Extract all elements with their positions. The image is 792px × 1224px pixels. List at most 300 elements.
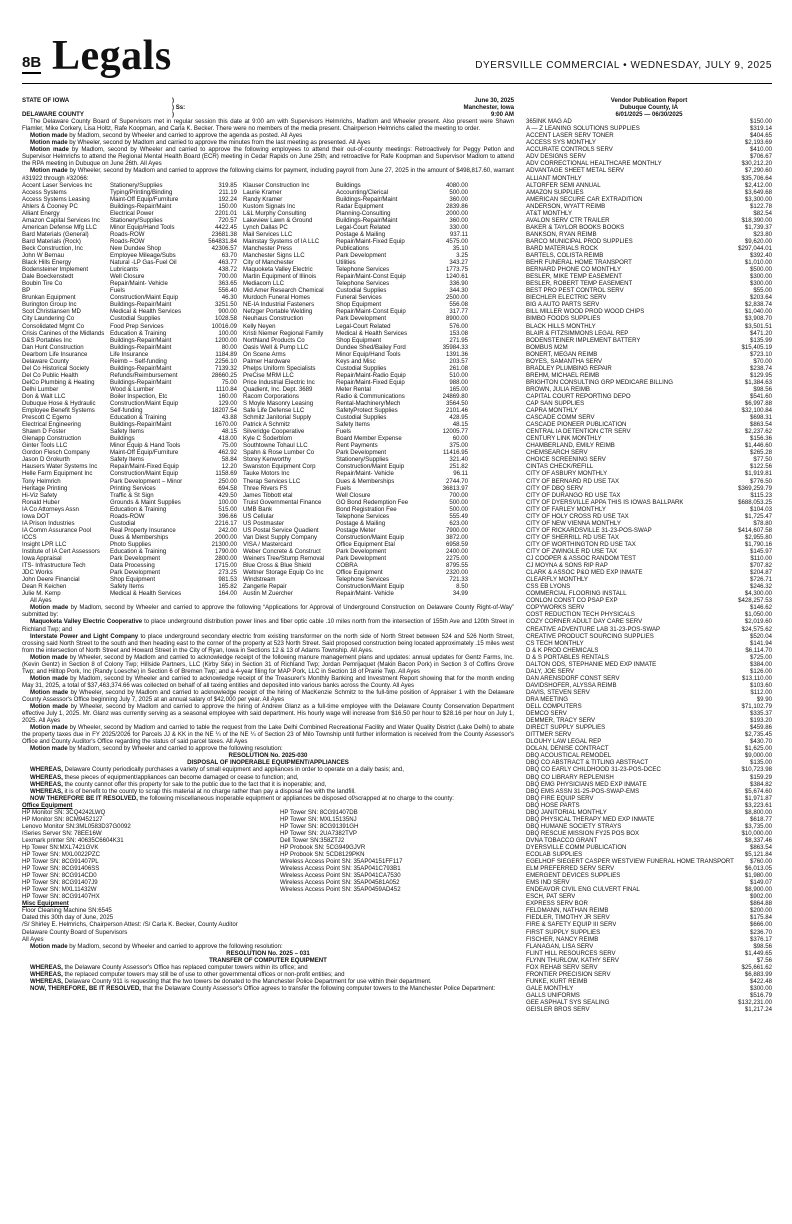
vendor-cell: Mid Amer Research Chemical <box>243 287 324 295</box>
table-row <box>22 372 514 379</box>
vendor-cell: Scot Christiansen MD <box>22 308 81 316</box>
list-item <box>526 759 772 766</box>
vendor-amount: $471.20 <box>749 329 772 337</box>
vendor-cell: Shawn D Foster <box>22 428 66 436</box>
list-item <box>526 167 772 174</box>
table-row <box>22 217 514 224</box>
vendor-cell: Three Rivers FS <box>243 484 288 492</box>
list-item <box>526 633 772 640</box>
vendor-name: CASCADE COMM SERV <box>526 414 595 422</box>
category-cell: Funeral Services <box>336 294 382 302</box>
list-item <box>526 470 772 477</box>
vendor-amount: $902.00 <box>749 893 772 901</box>
vendor-cell: Zangerle Repair <box>243 583 287 591</box>
category-cell: Shop Equipment <box>110 576 156 584</box>
vendor-amount: $55.00 <box>753 287 772 295</box>
list-item <box>526 400 772 407</box>
category-cell: Reimb – Self-funding <box>110 357 167 365</box>
list-item <box>526 203 772 210</box>
list-item <box>526 435 772 442</box>
category-cell: Custodial Supplies <box>336 414 387 422</box>
vendor-amount: $300.00 <box>749 984 772 992</box>
vendor-cell: Black Hills Energy <box>22 259 72 267</box>
vendor-name: DALY, JOE SERV <box>526 667 575 675</box>
vendor-cell: JDC Works <box>22 569 53 577</box>
amount-cell: 250.00 <box>218 477 237 485</box>
list-item <box>526 914 772 921</box>
vendor-amount: $3,223.61 <box>744 801 772 809</box>
vendor-cell: Alliant Energy <box>22 209 60 217</box>
vendor-name: ADV CORRECTIONAL HEALTHCARE MONTHLY <box>526 160 662 168</box>
vendor-name: EMS IND SERV <box>526 879 570 887</box>
amount-cell: 576.00 <box>449 322 468 330</box>
vendor-name: CENTURY LINK MONTHLY <box>526 435 602 443</box>
list-item <box>526 132 772 139</box>
vendor-amount: $132,231.00 <box>738 999 772 1006</box>
list-item <box>526 456 772 463</box>
vendor-amount: $78.80 <box>753 519 772 527</box>
vendor-name: FOX REHAB SERV SERV <box>526 963 598 971</box>
category-cell: Buildings-Repair/Maint <box>110 421 172 429</box>
vendor-amount: $1,980.00 <box>744 872 772 880</box>
amount-cell: 3872.00 <box>445 533 468 541</box>
vendor-name: DRA MEETING <box>526 695 568 703</box>
vendor-cell: Spahn & Rose Lumber Co <box>243 449 315 457</box>
list-item <box>526 738 772 745</box>
table-row <box>22 421 514 428</box>
vendor-cell: ITS- Infrastructure Tech <box>22 562 86 570</box>
list-item <box>526 907 772 914</box>
category-cell: Park Development <box>110 569 161 577</box>
vendor-amount: $369,259.79 <box>738 484 772 492</box>
list-item <box>526 485 772 492</box>
amount-cell: 462.92 <box>218 449 237 457</box>
vendor-cell: Glenapp Construction <box>22 435 81 443</box>
list-item <box>526 414 772 421</box>
resolution-clause-lead: WHEREAS, <box>30 970 63 978</box>
resolution-clause-text: it is of benefit to the county to scrap this material at no charge rather than pay a disposal fee with the landfill. <box>62 787 356 795</box>
resolution-clause-text: Delaware County periodically purchases a variety of small equipment and appliances in order to operate on a daily basis; and, <box>62 766 404 774</box>
equipment-item: HP Tower SN: 8CG91407DB <box>280 808 358 816</box>
motion-paragraph <box>22 604 514 618</box>
vendor-name: CITY OF RICKARDSVILLE 31-23-POS-SWAP <box>526 526 652 534</box>
list-item <box>526 449 772 456</box>
motion-paragraph <box>22 745 514 752</box>
amount-cell: 1715.00 <box>214 562 237 570</box>
vendor-name: AT&T MONTHLY <box>526 209 573 217</box>
amount-cell: 2000.00 <box>214 533 237 541</box>
claims-table <box>22 182 514 598</box>
category-cell: Maint-Off Equip/Furniture <box>110 449 179 457</box>
list-item <box>526 238 772 245</box>
vendor-cell: Ronald Huber <box>22 498 60 506</box>
vendor-amount: $6,114.70 <box>745 646 772 654</box>
equipment-item: Wireless Access Point SN: 35AP04581A052 <box>280 879 400 887</box>
resolution-clause <box>22 788 514 795</box>
equipment-item: HP Probook SN: 5CG949GJVR <box>280 843 366 851</box>
table-row <box>22 231 514 238</box>
equipment-item: HP Tower SN: 8CG91407J9 <box>22 879 98 887</box>
category-cell: Education & Training <box>110 329 167 337</box>
motion-paragraph-text: to place underground secondary electric from existing transformer on the north side of North Street between 524 and 526 North Street, crossing said North Street to the south and then heading east to the corner of the property at 523 North Street. Said proposed construction being located approximately .15 miles west from the intersection of North Street and Howard Street in the City of Ryan, Iowa in Sections 12 & 13 of Adams Township. All Ayes. <box>22 632 514 654</box>
amount-cell: 80.00 <box>221 343 237 351</box>
amount-cell: 35984.33 <box>442 343 468 351</box>
vendor-name: DBQ HUMANE SOCIETY STRAYS <box>526 822 622 830</box>
vendor-cell: Mainstay Systems of IA LLC <box>243 237 320 245</box>
category-cell: Minor Equip/Hand Tools <box>110 223 175 231</box>
category-cell: Repair/Maint-Fixed Equip <box>110 463 179 471</box>
amount-cell: 60.00 <box>452 435 468 443</box>
list-item <box>526 590 772 597</box>
table-row <box>22 449 514 456</box>
list-item <box>526 280 772 287</box>
vendor-name: CITY OF ASBURY MONTHLY <box>526 470 608 478</box>
category-cell: Safety Items <box>110 456 144 464</box>
list-item <box>526 936 772 943</box>
vendor-name: AMAZON SUPPLIES <box>526 188 584 196</box>
vendor-name: CS TECH MONTHLY <box>526 639 584 647</box>
category-cell: Stationery/Supplies <box>110 181 163 189</box>
category-cell: Park Development <box>336 548 387 555</box>
office-equipment-right <box>280 809 514 901</box>
vendor-name: DALTON ODS, STEPHANIE MED EXP INMATE <box>526 660 657 668</box>
vendor-name: BONERT, MEGAN REIMB <box>526 350 598 358</box>
motion-paragraph-lead: Motion made <box>30 604 69 612</box>
vendor-cell: Dale Boeckenstedt <box>22 273 74 281</box>
amount-cell: 515.00 <box>218 505 237 513</box>
vendor-amount: $70.00 <box>753 357 772 365</box>
category-cell: Traffic & St Sign <box>110 491 154 499</box>
category-cell: Postage & Mailing <box>336 519 386 527</box>
resolution-clause <box>22 985 514 992</box>
list-item <box>526 139 772 146</box>
amount-cell: 2000.00 <box>445 209 468 217</box>
resolution-clause-lead: WHEREAS, <box>30 773 63 781</box>
amount-cell: 510.00 <box>449 371 468 379</box>
resolution-clause-lead: NOW, THEREFORE, BE IT RESOLVED, <box>30 984 141 992</box>
vendor-cell: Dean R Keichen <box>22 583 67 591</box>
category-cell: Medical & Health Services <box>110 590 182 598</box>
amount-cell: 63.70 <box>221 252 237 260</box>
vendor-cell: D&S Portables Inc <box>22 336 72 344</box>
list-item <box>526 640 772 647</box>
motion-paragraph-lead: Interstate Power and Light Company <box>30 632 139 640</box>
vendor-cell: UMB Bank <box>243 505 273 513</box>
vendor-cell: Consolidated Mgmt Co <box>22 322 84 330</box>
amount-cell: 34.99 <box>452 590 468 598</box>
category-cell: Board Member Expense <box>336 435 402 443</box>
vendor-name: FIRST SUPPLY SUPPLIES <box>526 928 601 936</box>
vendor-name: CREATIVE PRODUCT SOURCING SUPPLIES <box>526 632 654 640</box>
equipment-item: HP Tower SN: 8CG914CD0 <box>22 872 97 880</box>
amount-cell: 2256.10 <box>214 357 237 365</box>
vendor-name: DOLAN, DENISE CONTRACT <box>526 745 609 753</box>
category-cell: Utilities <box>336 259 356 267</box>
table-row <box>22 196 514 203</box>
category-cell: Education & Training <box>110 505 167 513</box>
category-cell: Fuels <box>336 484 351 492</box>
vendor-cell: Schmitz Janitorial Supply <box>243 414 312 422</box>
vendor-name: FLYNN THURLOW, KATHY SERV <box>526 956 619 964</box>
amount-cell: 2275.00 <box>445 555 468 563</box>
motion-paragraph-lead: Motion made <box>30 167 68 175</box>
category-cell: Maint-Off Equip/Furniture <box>110 195 179 203</box>
amount-cell: 1790.00 <box>214 548 237 555</box>
category-cell: Employee Mileage/Subs <box>110 252 176 260</box>
equipment-item: HP Tower SN: 8CG91391GH <box>280 822 359 830</box>
vendor-amount: $1,725.47 <box>744 512 772 520</box>
list-item <box>526 964 772 971</box>
amount-cell: 100.00 <box>218 498 237 506</box>
amount-cell: 1200.00 <box>214 336 237 344</box>
equipment-item: Dell Tower SN:358ZTJ2 <box>280 836 345 844</box>
amount-cell: 75.00 <box>221 442 237 450</box>
category-cell: Fuels <box>336 428 351 436</box>
category-cell: Custodial Supplies <box>336 287 387 295</box>
vendor-amount: $5,121.84 <box>744 851 772 859</box>
table-row <box>22 520 514 527</box>
list-item <box>526 802 772 809</box>
category-cell: COBRA <box>336 562 358 570</box>
category-cell: Minor Equip/Hand Tools <box>336 350 401 358</box>
category-cell: Radio & Communications <box>336 392 405 400</box>
vendor-amount: $459.86 <box>749 724 772 732</box>
vendor-name: FRONTIER PRECISION SERV <box>526 970 611 978</box>
list-item <box>526 217 772 224</box>
resolution-clause-text: these pieces of equipment/appliances can become damaged or cease to function; and, <box>62 773 299 781</box>
category-cell: Publications <box>336 244 369 252</box>
vendor-name: AVALON SERV CTR TRAILER <box>526 216 610 224</box>
vendor-cell: Boubin Tire Co <box>22 280 63 288</box>
resolution-clause <box>22 766 514 773</box>
vendor-amount: $129.95 <box>749 371 772 379</box>
list-item <box>526 576 772 583</box>
vendor-name: BOMBUS M2M <box>526 343 568 351</box>
equipment-item: HP Probook SN: 5CD8129PKN <box>280 851 365 859</box>
vendor-cell: Swanston Equipment Corp <box>243 463 316 471</box>
amount-cell: 203.57 <box>449 357 468 365</box>
vendor-cell: Truist Governmental Finance <box>243 498 322 506</box>
vendor-amount: $726.71 <box>749 576 772 584</box>
table-row <box>22 358 514 365</box>
category-cell: Safety Items <box>110 583 144 591</box>
list-item <box>526 541 772 548</box>
amount-cell: 273.25 <box>218 569 237 577</box>
equipment-item: Wireless Access Point SN: 35AP04151FF117 <box>280 858 403 866</box>
vendor-amount: $175.84 <box>749 914 772 922</box>
table-row <box>22 428 514 435</box>
vendor-amount: $200.00 <box>749 907 772 915</box>
list-item <box>526 125 772 132</box>
category-cell: Roads-ROW <box>110 230 145 238</box>
motion-paragraph <box>22 654 514 675</box>
vendor-name: ALTORFER SEMI ANNUAL <box>526 181 601 189</box>
list-item <box>526 301 772 308</box>
category-cell: Repair/Maint-Fixed Equip <box>336 378 405 386</box>
list-item <box>526 231 772 238</box>
list-item <box>526 844 772 851</box>
motion-paragraph <box>22 633 514 654</box>
list-item <box>526 661 772 668</box>
resolution-clause-text: the replaced computer towers may still be of use to other governmental offices or non-profit entities; and <box>62 970 345 978</box>
vendor-name: ADV DESIGNS SERV <box>526 153 586 161</box>
category-cell: Custodial Supplies <box>110 315 161 323</box>
vendor-amount: $122.78 <box>749 202 772 210</box>
list-item <box>526 428 772 435</box>
vendor-name: CLEARFLY MONTHLY <box>526 576 588 584</box>
list-item <box>526 499 772 506</box>
table-row <box>22 506 514 513</box>
category-cell: Dues & Memberships <box>336 477 395 485</box>
amount-cell: 3564.50 <box>445 400 468 408</box>
vendor-cell: BP <box>22 287 31 295</box>
vendor-name: ENDEAVOR CIVIL ENG CULVERT FINAL <box>526 886 640 894</box>
category-cell: Park Development <box>336 449 387 457</box>
vendor-amount: $1,449.65 <box>744 949 772 957</box>
vendor-amount: $723.10 <box>749 350 772 358</box>
table-row <box>22 414 514 421</box>
vendor-name: CITY OF DURANGO RD USE TAX <box>526 491 621 499</box>
vendor-amount: $265.28 <box>749 449 772 457</box>
list-item <box>526 210 772 217</box>
vendor-amount: $3,735.00 <box>744 822 772 830</box>
table-row <box>22 435 514 442</box>
vendor-name: CREATIVE ADVENTURE LAB 31-23-POS-SWAP <box>526 625 661 633</box>
amount-cell: 555.49 <box>449 512 468 520</box>
vendor-cell: Employee Benefit Systems <box>22 407 95 415</box>
vendor-name: DBQ RESCUE MISSION FY25 POS BOX <box>526 829 640 837</box>
list-item <box>526 273 772 280</box>
category-cell: Park Development <box>110 555 161 563</box>
list-item <box>526 287 772 294</box>
vendor-amount: $1,384.63 <box>744 378 772 386</box>
vendor-amount: $1,739.37 <box>744 223 772 231</box>
vendor-cell: Weiners Tree/Stump Removal <box>243 555 325 563</box>
table-row <box>22 513 514 520</box>
motion-paragraph-text: by Wheeler, second by Madlom and carried to approve the following claims for payment, including payroll from June 27, 2025 in the amount of $498,817.60, warrant #31922 through #32066: <box>22 167 514 182</box>
table-row <box>22 365 514 372</box>
vendor-cell: James Tibbott etal <box>243 491 293 499</box>
vendor-name: BRADLEY PLUMBING REPAIR <box>526 364 612 372</box>
vendor-cell: Lynch Dallas PC <box>243 223 288 231</box>
category-cell: Construction/Maint Equip <box>110 400 179 408</box>
misc-item: Delaware County Board of Supervisors <box>22 928 128 936</box>
list-item <box>526 766 772 773</box>
category-cell: Natural -LP Gas-Fuel Oil <box>110 259 177 267</box>
list-item <box>526 717 772 724</box>
table-row <box>22 541 514 548</box>
motion-paragraph-lead: Motion made <box>30 688 69 696</box>
table-row <box>22 470 514 477</box>
vendor-cell: Delaware County <box>22 357 69 365</box>
resolution-clause <box>22 971 514 978</box>
vendor-amount: $15,405.19 <box>741 343 772 351</box>
vendor-name: FLANAGAN, LISA SERV <box>526 942 594 950</box>
vendor-cell: Kelly Neyen <box>243 322 276 330</box>
vendor-amount: $392.40 <box>749 252 772 260</box>
table-row <box>22 294 514 301</box>
vendor-name: D & K PROD CHEMICALS <box>526 646 599 654</box>
vendor-name: BREHM, MICHAEL REIMB <box>526 371 600 379</box>
equipment-item: Hp Tower SN:MXL7421GVK <box>22 843 99 851</box>
category-cell: Shop Equipment <box>336 301 382 309</box>
vendor-cell: City Laundering Co <box>22 315 75 323</box>
motion-paragraph-text: by Wheeler, second by Madlom and carried to acknowledge receipt of the following manure management plans and updates: annual updates for Gentz Farms, Inc. (Kevin Gentz) in Section 8 of Colony Twp; Hillside Partners, LLC (Kirby Site) in Section 31 of Richland Twp; Jordan Pemrijaquet (Makin Bacon Pork) in Section 3 of Coffins Grove Twp; and Hilltop Pork, Inc (Randy Loesche) in Section 6 of Bremen Twp; and a 4-year filing for MAP Pork, LLC in Section 18 of Prairie Twp. All Ayes <box>22 653 515 675</box>
vendor-cell: Del Co Public Health <box>22 371 79 379</box>
amount-cell: 720.57 <box>218 216 237 224</box>
vendor-amount: $760.00 <box>749 858 772 866</box>
vendor-amount: $430.70 <box>749 738 772 746</box>
list-item <box>526 252 772 259</box>
category-cell: Education & Training <box>110 414 167 422</box>
resolution-clause-lead: WHEREAS, <box>30 787 63 795</box>
table-row <box>22 301 514 308</box>
vendor-amount: $2,193.69 <box>744 139 772 147</box>
vendor-name: DEMCO SERV <box>526 710 567 718</box>
vendor-name: ACCESS SYS MONTHLY <box>526 139 596 147</box>
motions-block-2 <box>22 604 514 752</box>
vendor-amount: $145.97 <box>749 548 772 555</box>
vendor-amount: $776.50 <box>749 477 772 485</box>
vendor-name: COMMERCIAL FLOORING INSTALL <box>526 590 627 598</box>
category-cell: Repair/Maint-Const Equip <box>336 308 406 316</box>
table-row <box>22 245 514 252</box>
motion-paragraph-text: by Madlom, second by Wheeler and carried to acknowledge receipt of the Treasurer's Monthly Banking and Investment Report showing that for the month ending May 31, 2025, a total of $37,463,374.66 was collected on behalf of all taxing entities and deposited into various banks across the County. All Ayes <box>22 674 514 689</box>
vendor-name: DBQ CO ABSTRACT & TITLING ABSTRACT <box>526 759 649 767</box>
resolution-clause-text: that the Delaware County Assessor's Office agrees to transfer the following computer towers to the Manchester Police Department: <box>140 984 496 992</box>
vendor-cell: Martin Equipment of Illinois <box>243 273 317 281</box>
vendor-name: CJ COOPER & ASSOC RANDOM TEST <box>526 555 636 563</box>
list-item <box>526 478 772 485</box>
list-item <box>526 823 772 830</box>
vendor-amount: $1,050.00 <box>744 611 772 619</box>
amount-cell: 317.77 <box>449 308 468 316</box>
vendor-cell: L&L Murphy Consulting <box>243 209 307 217</box>
vendor-amount: $149.07 <box>749 879 772 887</box>
misc-item: /S/ Shirley E. Helmrichs, Chairperson Attest: /S/ Carla K. Becker, County Auditor <box>22 921 238 929</box>
heading-row-1: STATE OF IOWA ) June 30, 2025 <box>22 97 514 104</box>
misc-equipment-list <box>22 907 514 942</box>
vendor-amount: $725.00 <box>749 653 772 661</box>
misc-equipment-heading: Misc Equipment <box>22 900 69 908</box>
vendor-cell: Mail Services LLC <box>243 230 293 238</box>
vendor-amount: $384.82 <box>749 780 772 788</box>
amount-cell: 24869.80 <box>442 392 468 400</box>
list-item <box>526 337 772 344</box>
vendor-cell: Ginter Tools LLC <box>22 442 68 450</box>
vendor-cell: Institute of IA Cert Assessors <box>22 548 100 555</box>
amount-cell: 12.20 <box>221 463 237 471</box>
vendor-name: DBQ EMS ASSN 31-25-POS-SWAP-EMS <box>526 787 640 795</box>
motion-paragraph <box>22 146 514 167</box>
list-item <box>526 421 772 428</box>
table-row <box>22 548 514 555</box>
vendor-amount: $3,649.68 <box>744 188 772 196</box>
vendor-amount: $18,390.00 <box>741 216 772 224</box>
category-cell: Refunds/Reimbursement <box>110 371 178 379</box>
vendor-amount: $150.00 <box>749 118 772 126</box>
list-item <box>526 506 772 513</box>
list-item <box>526 710 772 717</box>
office-equipment-list <box>22 809 514 901</box>
category-cell: Construction/Maint Equip <box>110 294 179 302</box>
table-row <box>22 527 514 534</box>
list-item <box>526 929 772 936</box>
amount-cell: 463.77 <box>218 259 237 267</box>
category-cell: Printing Services <box>110 484 156 492</box>
list-item <box>526 696 772 703</box>
vendor-name: DITTMER SERV <box>526 731 572 739</box>
